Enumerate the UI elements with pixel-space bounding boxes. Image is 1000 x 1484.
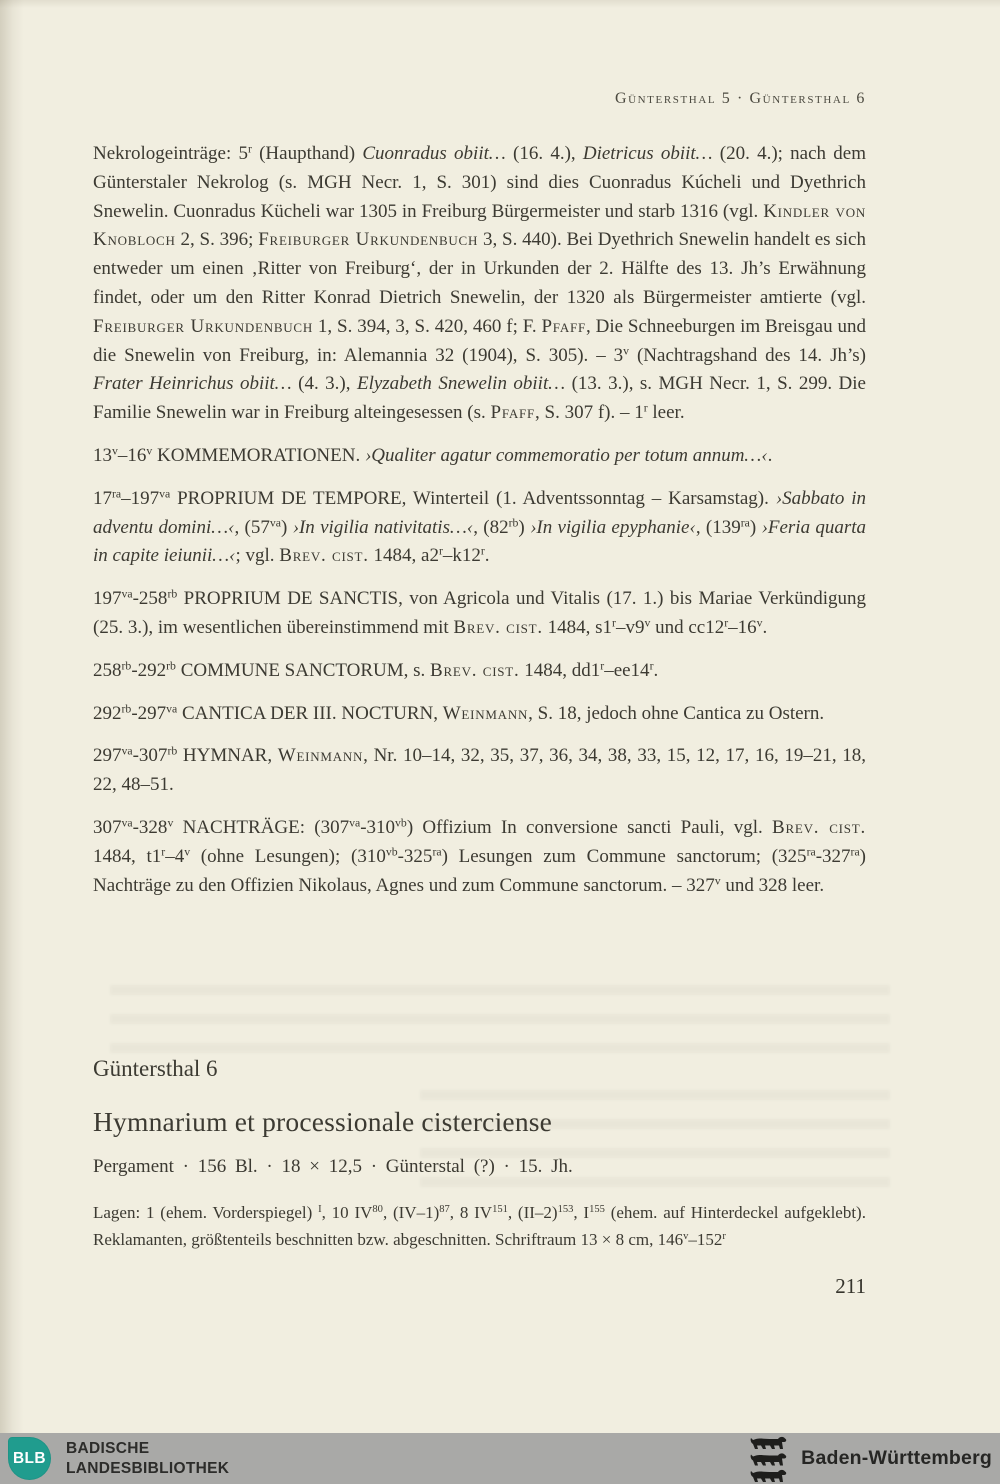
catalog-entry-nekrologeintraege: Nekrologeinträge: 5$^r$ (Haupthand) Cuonradus obiit… (16. 4.), Dietricus obiit… (20. 4.); nach dem Günterstaler Nekrolog (s. MGH Necr. 1, S. 301) sind dies Cuonradus Kúcheli und Dyethrich Snewelin. Cuonradus Kücheli war 1305 in Freiburg Bürgermeister und starb 1316 (vgl. Kindler von Knobloch 2, S. 396; Freiburger Urkundenbuch 3, S. 440). Bei Dyethrich Snewelin handelt es sich entweder um einen ‚Ritter von Freiburg‘, der in Urkunden der 2. Hälfte des 13. Jh’s Erwähnung findet, oder um den Ritter Konrad Dietrich Snewelin, der 1320 als Bürgermeister amtierte (vgl. Freiburger Urkundenbuch 1, S. 394, 3, S. 420, 460 f; F. Pfaff, Die Schneeburgen im Breisgau und die Snewelin von Freiburg, in: Alemannia 32 (1904), S. 305). – 3$^v$ (Nachtragshand des 14. Jh’s) Frater Heinrichus obiit… (4. 3.), Elyzabeth Snewelin obiit… (13. 3.), s. MGH Necr. 1, S. 299. Die Familie Snewelin war in Freiburg alteingesessen (s. Pfaff, S. 307 f). – 1$^r$ leer.	[93, 142, 867, 424]
catalog-entries	[93, 140, 866, 914]
manuscript-physical-description: Pergament · 156 Bl. · 18 × 12,5 · Günterstal (?) · 15. Jh.	[93, 1156, 573, 1177]
state-name: Baden-Württemberg	[801, 1447, 992, 1469]
state-branding	[748, 1433, 992, 1484]
blb-logo	[8, 1437, 51, 1480]
catalog-entry-kommemorationen: 13$^v$–16$^v$ KOMMEMORATIONEN. ›Qualiter agatur commemoratio per totum annum…‹.	[93, 444, 773, 466]
catalog-entry-hymnar: $297^{va}-307^{rb}$ HYMNAR, Weinmann, Nr. 10–14, 32, 35, 37, 36, 34, 38, 33, 15, 12, 17, 16, 19–21, 18, 22, 48–51.	[93, 744, 867, 796]
catalog-entry-proprium-de-sanctis: $197^{va}-258^{rb}$ PROPRIUM DE SANCTIS, von Agricola und Vitalis (17. 1.) bis Mariae Verkündigung (25. 3.), im wesentlichen übereinstimmend mit Brev. cist. 1484, s1$^r$–v9$^v$ und cc12$^r$–16$^v$.	[93, 587, 866, 638]
scan-top-shadow	[0, 0, 1000, 8]
verso-bleed-through	[110, 985, 890, 1055]
catalog-entry-proprium-de-tempore: $17^{ra}-197^{va}$ PROPRIUM DE TEMPORE, Winterteil (1. Adventssonntag – Karsamstag). ›Sabbato in adventu domini…‹, $(57^{va})$ ›In vigilia nativitatis…‹, $(82^{rb})$ ›In vigilia epyphanie‹, $(139^{ra})$ ›Feria quarta in capite ieiunii…‹; vgl. Brev. cist. 1484, a2$^r$–k12$^r$.	[93, 487, 867, 567]
manuscript-number-heading: Güntersthal 6	[93, 1056, 218, 1081]
catalog-entry-cantica: $292^{rb}-297^{va}$ CANTICA DER III. NOCTURN, Weinmann, S. 18, jedoch ohne Cantica zu Ostern.	[93, 702, 825, 724]
running-head: Güntersthal 5 · Güntersthal 6	[614, 90, 866, 107]
manuscript-title: Hymnarium et processionale cisterciense	[93, 1106, 553, 1137]
scan-edge-shadow	[0, 0, 24, 1433]
catalog-entry-nachtraege: $307^{va}-328^v$ NACHTRÄGE: $(307^{va}-310^{vb})$ Offizium In conversione sancti Pauli, vgl. Brev. cist. 1484, t1$^r$–4$^v$ (ohne Lesungen); $(310^{vb}-325^{ra})$ Lesungen zum Commune sanctorum; $(325^{ra}-327^{ra})$ Nachträge zu den Offizien Nikolaus, Agnes und zum Commune sanctorum. – 327$^v$ und 328 leer.	[93, 816, 866, 896]
footer-bar	[0, 1433, 1000, 1484]
library-name-line2: LANDESBIBLIOTHEK	[66, 1459, 230, 1477]
catalog-entry-commune-sanctorum: $258^{rb}-292^{rb}$ COMMUNE SANCTORUM, s. Brev. cist. 1484, dd1$^r$–ee14$^r$.	[93, 659, 659, 681]
library-branding	[8, 1437, 229, 1480]
coat-of-arms-icon	[748, 1436, 788, 1482]
blb-logo-text: BLB	[12, 1449, 47, 1467]
page-number: 211	[835, 1274, 866, 1298]
library-name	[66, 1439, 229, 1478]
library-name-line1: BADISCHE	[66, 1440, 150, 1457]
collation-paragraph: Lagen: 1 (ehem. Vorderspiegel) $^I$, 10 IV$^{80}$, $(IV-1)^{87}$, 8 IV$^{151}$, $(II-2)^{153}$, $I^{155}$ (ehem. auf Hinterdeckel aufgeklebt). Reklamanten, größtenteils beschnitten bzw. abgeschnitten. Schriftraum 13 × 8 cm, 146$^v$–152$^r$	[93, 1203, 866, 1249]
manuscript-section	[93, 1056, 866, 1178]
